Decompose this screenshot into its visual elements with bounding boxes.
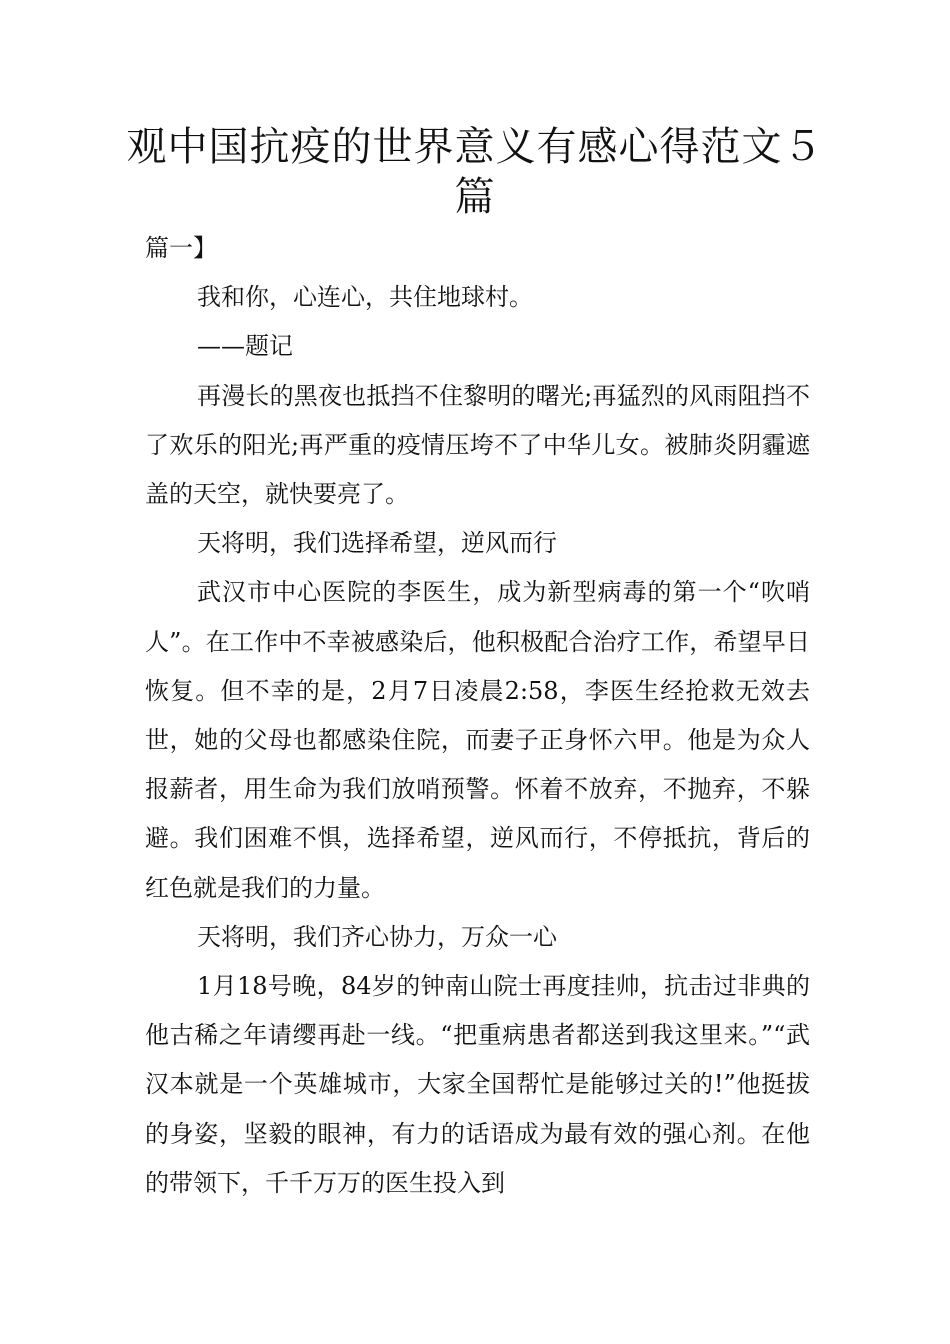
subheading: 天将明，我们选择希望，逆风而行 [197, 529, 557, 558]
paragraph: 武汉市中心医院的李医生，成为新型病毒的第一个“吹哨人”。在工作中不幸被感染后，他积极配合治疗工作，希望早日恢复。但不幸的是，2月7日凌晨2:58，李医生经抢救无效去世，她的父母也都感染住院，而妻子正身怀六甲。他是为众人报薪者，用生命为我们放哨预警。怀着不放弃，不抛弃，不躲避。我们困难不惧，选择希望，逆风而行，不停抵抗，背后的红色就是我们的力量。 [145, 578, 810, 902]
section-heading: 篇一】 [145, 234, 217, 262]
title-line-2: 篇 [454, 174, 496, 220]
paragraph: 1月18号晚，84岁的钟南山院士再度挂帅，抗击过非典的他古稀之年请缨再赴一线。“把重病患者都送到我这里来。”“武汉本就是一个英雄城市，大家全国帮忙是能够过关的!”他挺拔的身姿，坚毅的眼神，有力的话语成为最有效的强心剂。在他的带领下，千千万万的医生投入到 [145, 972, 810, 1197]
subheading: 天将明，我们齐心协力，万众一心 [197, 922, 557, 951]
document-body [145, 224, 810, 1208]
document-title [110, 122, 840, 222]
epigraph-attribution: ——题记 [197, 332, 293, 361]
title-line-1: 观中国抗疫的世界意义有感心得范文５ [126, 124, 824, 170]
epigraph: 我和你，心连心，共住地球村。 [197, 283, 533, 312]
paragraph: 再漫长的黑夜也抵挡不住黎明的曙光;再猛烈的风雨阻挡不了欢乐的阳光;再严重的疫情压垮不了中华儿女。被肺炎阴霾遮盖的天空，就快要亮了。 [145, 381, 810, 509]
